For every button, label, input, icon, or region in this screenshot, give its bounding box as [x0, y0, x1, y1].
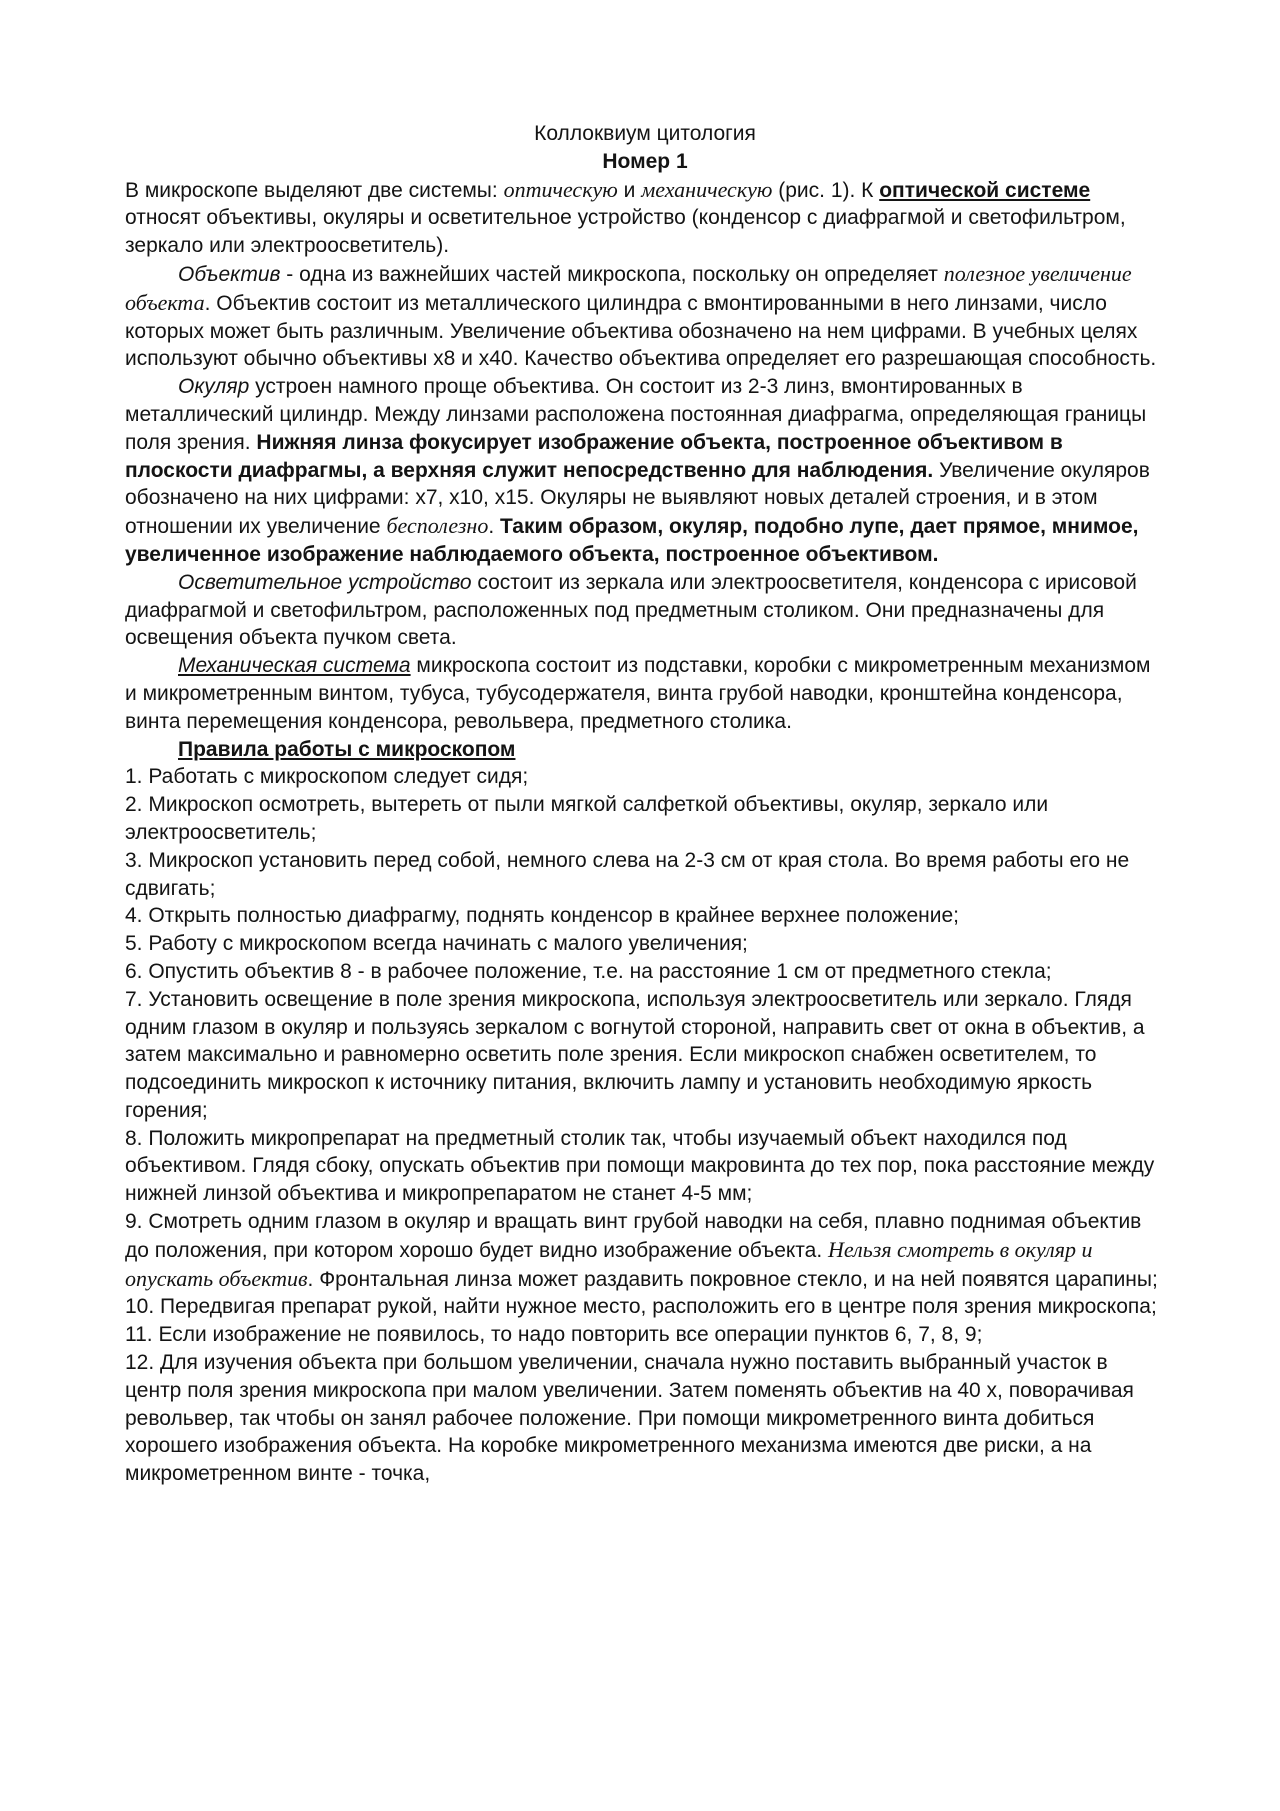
- rule-item-11: 11. Если изображение не появилось, то надо повторить все операции пунктов 6, 7, 8, 9;: [125, 1323, 983, 1347]
- mechanical-paragraph: Механическая система микроскопа состоит из подставки, коробки с микрометренным механизмом и микрометренным винтом, тубуса, тубусодержателя, винта грубой наводки, кронштейна конденсора, винта перемещения конденсора, револьвера, предметного столика.: [125, 654, 1151, 733]
- intro-paragraph: В микроскопе выделяют две системы: оптическую и механическую (рис. 1). К оптической системе относят объективы, окуляры и осветительное устройство (конденсор с диафрагмой и светофильтром, зеркало или электроосветитель).: [125, 176, 1126, 258]
- rule-item-4: 4. Открыть полностью диафрагму, поднять конденсор в крайнее верхнее положение;: [125, 904, 959, 928]
- document-title: Коллоквиум цитология: [534, 122, 756, 145]
- eyepiece-bold-2: Таким образом, окуляр, подобно лупе, дает прямое, мнимое, увеличенное изображение наблюдаемого объекта, построенное объективом.: [125, 515, 1139, 566]
- rule-9-warning: Нельзя смотреть в окуляр и опускать объектив: [125, 1236, 1093, 1291]
- rule-item-2: 2. Микроскоп осмотреть, вытереть от пыли мягкой салфеткой объективы, окуляр, зеркало или электроосветитель;: [125, 793, 1049, 844]
- rule-item-3: 3. Микроскоп установить перед собой, немного слева на 2-3 см от края стола. Во время работы его не сдвигать;: [125, 848, 1130, 900]
- illumination-paragraph: Осветительное устройство состоит из зеркала или электроосветителя, конденсора с ирисовой диафрагмой и светофильтром, расположенных под предметным столиком. Они предназначены для освещения объекта пучком света.: [125, 570, 1137, 650]
- term-mechanical-system: Механическая система: [178, 654, 411, 678]
- objective-paragraph: Объектив - одна из важнейших частей микроскопа, поскольку он определяет полезное увеличение объекта. Объектив состоит из металлического цилиндра с вмонтированными в него линзами, число которых может быть различным. Увеличение объектива обозначено на нем цифрами. В учебных целях используют обычно объективы х8 и х40. Качество объектива определяет его разрешающая способность.: [125, 260, 1157, 371]
- term-useless: бесполезно: [386, 513, 489, 539]
- rule-item-6: 6. Опустить объектив 8 - в рабочее положение, т.е. на расстояние 1 см от предметного стекла;: [125, 959, 1052, 983]
- term-objective: Объектив: [178, 262, 281, 286]
- term-useful-magnification: полезное увеличение объекта: [125, 260, 1132, 315]
- eyepiece-bold-1: Нижняя линза фокусирует изображение объекта, построенное объективом в плоскости диафрагмы, а верхняя служит непосредственно для наблюдения.: [125, 430, 1063, 482]
- rule-item-9: 9. Смотреть одним глазом в окуляр и вращать винт грубой наводки на себя, плавно поднимая объектив до положения, при котором хорошо будет видно изображение объекта. Нельзя смотреть в окуляр и опускать объектив. Фронтальная линза может раздавить покровное стекло, и на ней появятся царапины;: [125, 1210, 1158, 1291]
- term-illumination: Осветительное устройство: [178, 570, 472, 594]
- term-optical-system: оптической системе: [879, 178, 1091, 202]
- rules-heading: Правила работы с микроскопом: [178, 737, 516, 761]
- rule-item-10: 10. Передвигая препарат рукой, найти нужное место, расположить его в центре поля зрения микроскопа;: [125, 1295, 1157, 1319]
- term-eyepiece: Окуляр: [178, 375, 250, 399]
- rule-item-5: 5. Работу с микроскопом всегда начинать с малого увеличения;: [125, 932, 748, 956]
- rule-item-7: 7. Установить освещение в поле зрения микроскопа, используя электроосветитель или зеркало. Глядя одним глазом в окуляр и пользуясь зеркалом с вогнутой стороной, направить свет от окна в объектив, а затем максимально и равномерно осветить поле зрения. Если микроскоп снабжен осветителем, то подсоединить микроскоп к источнику питания, включить лампу и установить необходимую яркость горения;: [125, 987, 1145, 1122]
- eyepiece-paragraph: Окуляр устроен намного проще объектива. Он состоит из 2-3 линз, вмонтированных в металлический цилиндр. Между линзами расположена постоянная диафрагма, определяющая границы поля зрения. Нижняя линза фокусирует изображение объекта, построенное объективом в плоскости диафрагмы, а верхняя служит непосредственно для наблюдения. Увеличение окуляров обозначено на них цифрами: х7, х10, х15. Окуляры не выявляют новых деталей строения, и в этом отношении их увеличение бесполезно. Таким образом, окуляр, подобно лупе, дает прямое, мнимое, увеличенное изображение наблюдаемого объекта, построенное объективом.: [125, 375, 1150, 566]
- term-mechanical: механическую: [641, 176, 773, 202]
- term-optical: оптическую: [503, 176, 618, 202]
- rule-item-12: 12. Для изучения объекта при большом увеличении, сначала нужно поставить выбранный участок в центр поля зрения микроскопа при малом увеличении. Затем поменять объектив на 40 х, поворачивая револьвер, так чтобы он занял рабочее положение. При помощи микрометренного винта добиться хорошего изображения объекта. На коробке микрометренного механизма имеются две риски, а на микрометренном винте - точка,: [125, 1351, 1134, 1486]
- document-page: [125, 120, 1165, 1488]
- rule-item-8: 8. Положить микропрепарат на предметный столик так, чтобы изучаемый объект находился под объективом. Глядя сбоку, опускать объектив при помощи макровинта до тех пор, пока расстояние между нижней линзой объектива и микропрепаратом не станет 4-5 мм;: [125, 1126, 1155, 1206]
- document-subtitle: Номер 1: [602, 149, 688, 173]
- rule-item-1: 1. Работать с микроскопом следует сидя;: [125, 765, 529, 789]
